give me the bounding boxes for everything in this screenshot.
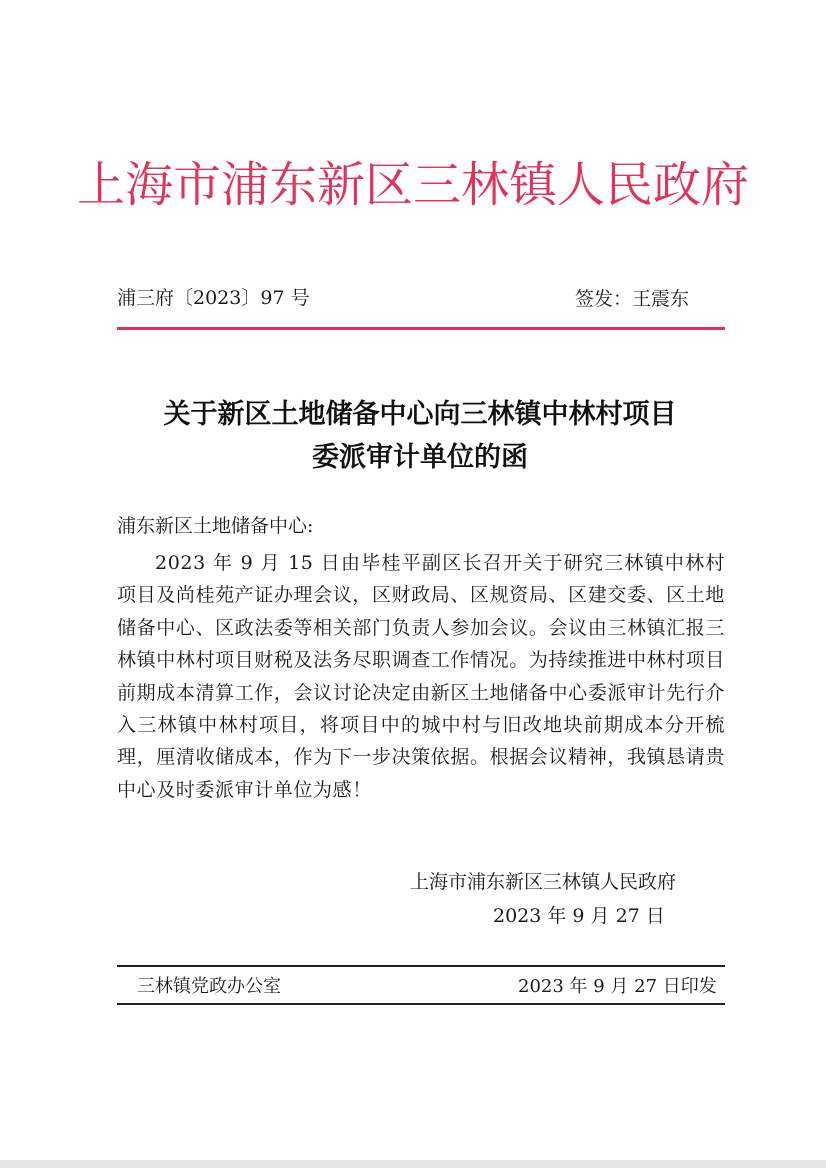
issuer-signoff: 签发：王震东 xyxy=(575,288,690,310)
signature-organization: 上海市浦东新区三林镇人民政府 xyxy=(410,871,677,893)
footer-bottom-rule xyxy=(117,1003,725,1005)
salutation: 浦东新区土地储备中心: xyxy=(117,515,314,537)
red-divider xyxy=(117,327,725,330)
signature-date: 2023 年 9 月 27 日 xyxy=(493,905,665,927)
org-header-title: 上海市浦东新区三林镇人民政府 xyxy=(76,157,749,213)
footer-top-rule xyxy=(117,965,725,967)
footer-office: 三林镇党政办公室 xyxy=(137,976,281,997)
letter-body: 2023 年 9 月 15 日由毕桂平副区长召开关于研究三林镇中林村项目及尚桂苑产证办理会议，区财政局、区规资局、区建交委、区土地储备中心、区政法委等相关部门负责人参加会议。会议由三林镇汇报三林镇中林村项目财税及法务尽职调查工作情况。为持续推进中林村项目前期成本清算工作，会议讨论决定由新区土地储备中心委派审计先行介入三林镇中林村项目，将项目中的城中村与旧改地块前期成本分开梳理，厘清收储成本，作为下一步决策依据。根据会议精神，我镇恳请贵中心及时委派审计单位为感！ xyxy=(117,552,725,801)
document-number: 浦三府〔2023〕97 号 xyxy=(117,287,310,309)
footer-issue-date: 2023 年 9 月 27 日印发 xyxy=(518,976,717,997)
scan-edge xyxy=(0,1160,826,1168)
letter-title-line-2: 委派审计单位的函 xyxy=(312,442,528,473)
letter-title-line-1: 关于新区土地储备中心向三林镇中林村项目 xyxy=(163,399,677,430)
